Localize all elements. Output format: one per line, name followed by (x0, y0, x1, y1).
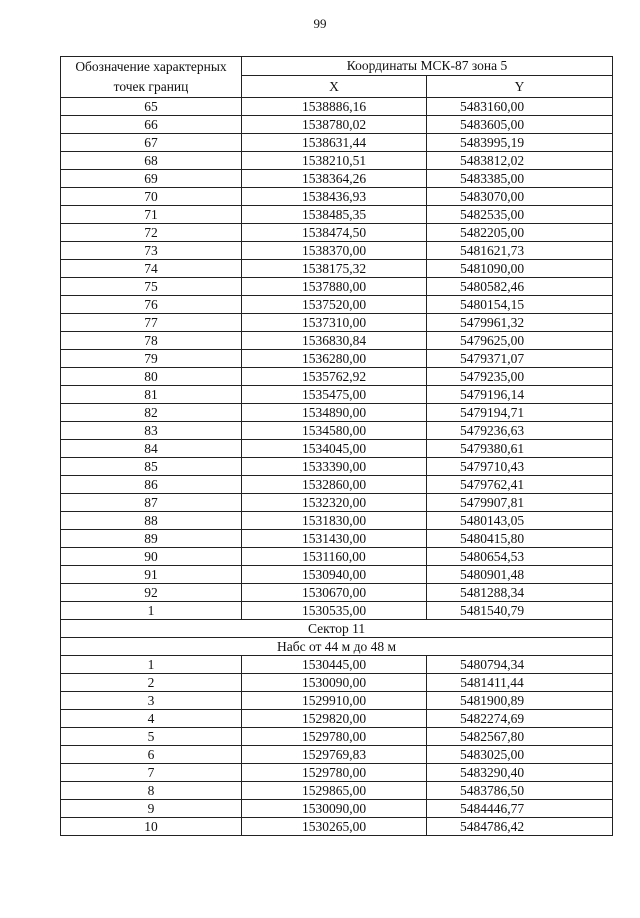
point-number-cell: 9 (61, 800, 242, 818)
x-coordinate-cell: 1534890,00 (242, 404, 427, 422)
height-range: Набс от 44 м до 48 м (61, 638, 613, 656)
rows-group-b (61, 656, 613, 836)
table-row (61, 296, 613, 314)
y-coordinate-cell: 5483995,19 (427, 134, 613, 152)
x-coordinate-cell: 1530090,00 (242, 800, 427, 818)
table-row (61, 692, 613, 710)
x-coordinate-cell: 1532320,00 (242, 494, 427, 512)
point-number-cell: 7 (61, 764, 242, 782)
y-coordinate-cell: 5482205,00 (427, 224, 613, 242)
y-coordinate-cell: 5479196,14 (427, 386, 613, 404)
y-coordinate-cell: 5479710,43 (427, 458, 613, 476)
table-row (61, 368, 613, 386)
y-coordinate-cell: 5479625,00 (427, 332, 613, 350)
y-coordinate-cell: 5481090,00 (427, 260, 613, 278)
y-coordinate-cell: 5483812,02 (427, 152, 613, 170)
table-row (61, 512, 613, 530)
table-row (61, 530, 613, 548)
point-number-cell: 85 (61, 458, 242, 476)
y-coordinate-cell: 5479961,32 (427, 314, 613, 332)
table-row (61, 782, 613, 800)
point-number-cell: 76 (61, 296, 242, 314)
point-number-cell: 68 (61, 152, 242, 170)
table-row (61, 116, 613, 134)
y-coordinate-cell: 5480582,46 (427, 278, 613, 296)
point-number-cell: 74 (61, 260, 242, 278)
table-row (61, 188, 613, 206)
point-number-cell: 66 (61, 116, 242, 134)
x-coordinate-cell: 1533390,00 (242, 458, 427, 476)
point-number-cell: 71 (61, 206, 242, 224)
y-coordinate-cell: 5480154,15 (427, 296, 613, 314)
y-coordinate-cell: 5479380,61 (427, 440, 613, 458)
table-row (61, 260, 613, 278)
x-coordinate-cell: 1536830,84 (242, 332, 427, 350)
point-number-cell: 73 (61, 242, 242, 260)
x-coordinate-cell: 1537520,00 (242, 296, 427, 314)
table-row (61, 386, 613, 404)
point-number-cell: 8 (61, 782, 242, 800)
x-coordinate-cell: 1535762,92 (242, 368, 427, 386)
point-number-cell: 72 (61, 224, 242, 242)
point-number-cell: 80 (61, 368, 242, 386)
x-coordinate-cell: 1538886,16 (242, 98, 427, 116)
point-number-cell: 90 (61, 548, 242, 566)
x-coordinate-cell: 1536280,00 (242, 350, 427, 368)
table-row (61, 548, 613, 566)
table-row (61, 602, 613, 620)
point-number-cell: 5 (61, 728, 242, 746)
point-number-cell: 75 (61, 278, 242, 296)
point-number-cell: 79 (61, 350, 242, 368)
point-number-cell: 2 (61, 674, 242, 692)
y-coordinate-cell: 5482567,80 (427, 728, 613, 746)
y-header: Y (427, 76, 613, 98)
y-coordinate-cell: 5479371,07 (427, 350, 613, 368)
x-coordinate-cell: 1530670,00 (242, 584, 427, 602)
point-number-cell: 69 (61, 170, 242, 188)
table-row (61, 170, 613, 188)
x-coordinate-cell: 1530445,00 (242, 656, 427, 674)
y-coordinate-cell: 5483160,00 (427, 98, 613, 116)
x-header: X (242, 76, 427, 98)
point-number-cell: 77 (61, 314, 242, 332)
point-number-cell: 6 (61, 746, 242, 764)
x-coordinate-cell: 1529780,00 (242, 728, 427, 746)
table-row (61, 134, 613, 152)
y-coordinate-cell: 5479907,81 (427, 494, 613, 512)
table-row (61, 476, 613, 494)
y-coordinate-cell: 5481288,34 (427, 584, 613, 602)
point-number-cell: 89 (61, 530, 242, 548)
y-coordinate-cell: 5483605,00 (427, 116, 613, 134)
y-coordinate-cell: 5480143,05 (427, 512, 613, 530)
y-coordinate-cell: 5483385,00 (427, 170, 613, 188)
x-coordinate-cell: 1530535,00 (242, 602, 427, 620)
y-coordinate-cell: 5480415,80 (427, 530, 613, 548)
x-coordinate-cell: 1532860,00 (242, 476, 427, 494)
table-row (61, 800, 613, 818)
y-coordinate-cell: 5484446,77 (427, 800, 613, 818)
table-row (61, 710, 613, 728)
y-coordinate-cell: 5483070,00 (427, 188, 613, 206)
table-row (61, 728, 613, 746)
point-number-cell: 81 (61, 386, 242, 404)
y-coordinate-cell: 5482274,69 (427, 710, 613, 728)
point-number-cell: 3 (61, 692, 242, 710)
table-row (61, 494, 613, 512)
y-coordinate-cell: 5480794,34 (427, 656, 613, 674)
coordinates-table (60, 56, 613, 836)
sector-row (61, 620, 613, 638)
x-coordinate-cell: 1529865,00 (242, 782, 427, 800)
point-number-cell: 67 (61, 134, 242, 152)
table-row (61, 422, 613, 440)
y-coordinate-cell: 5479194,71 (427, 404, 613, 422)
x-coordinate-cell: 1538210,51 (242, 152, 427, 170)
table-row (61, 674, 613, 692)
x-coordinate-cell: 1529910,00 (242, 692, 427, 710)
height-range-row (61, 638, 613, 656)
x-coordinate-cell: 1538364,26 (242, 170, 427, 188)
point-number-cell: 91 (61, 566, 242, 584)
table-row (61, 746, 613, 764)
point-number-cell: 82 (61, 404, 242, 422)
rows-group-a (61, 98, 613, 620)
point-number-cell: 1 (61, 656, 242, 674)
table-row (61, 458, 613, 476)
table-row (61, 98, 613, 116)
point-number-cell: 70 (61, 188, 242, 206)
x-coordinate-cell: 1538436,93 (242, 188, 427, 206)
x-coordinate-cell: 1529820,00 (242, 710, 427, 728)
table-row (61, 818, 613, 836)
coords-group-header: Координаты МСК-87 зона 5 (242, 57, 613, 76)
table-row (61, 242, 613, 260)
x-coordinate-cell: 1538474,50 (242, 224, 427, 242)
x-coordinate-cell: 1530265,00 (242, 818, 427, 836)
table-row (61, 584, 613, 602)
table-row (61, 152, 613, 170)
table-row (61, 764, 613, 782)
point-number-cell: 65 (61, 98, 242, 116)
point-number-cell: 78 (61, 332, 242, 350)
y-coordinate-cell: 5480654,53 (427, 548, 613, 566)
x-coordinate-cell: 1537310,00 (242, 314, 427, 332)
point-number-cell: 92 (61, 584, 242, 602)
x-coordinate-cell: 1529769,83 (242, 746, 427, 764)
y-coordinate-cell: 5483786,50 (427, 782, 613, 800)
y-coordinate-cell: 5480901,48 (427, 566, 613, 584)
sector-title: Сектор 11 (61, 620, 613, 638)
table-row (61, 332, 613, 350)
y-coordinate-cell: 5483025,00 (427, 746, 613, 764)
x-coordinate-cell: 1538631,44 (242, 134, 427, 152)
point-number-cell: 87 (61, 494, 242, 512)
table-row (61, 350, 613, 368)
x-coordinate-cell: 1537880,00 (242, 278, 427, 296)
table-row (61, 656, 613, 674)
table-row (61, 278, 613, 296)
x-coordinate-cell: 1535475,00 (242, 386, 427, 404)
x-coordinate-cell: 1531830,00 (242, 512, 427, 530)
y-coordinate-cell: 5479236,63 (427, 422, 613, 440)
point-number-cell: 4 (61, 710, 242, 728)
page-number: 99 (313, 16, 327, 31)
x-coordinate-cell: 1538485,35 (242, 206, 427, 224)
table-row (61, 314, 613, 332)
y-coordinate-cell: 5479235,00 (427, 368, 613, 386)
y-coordinate-cell: 5484786,42 (427, 818, 613, 836)
point-number-cell: 88 (61, 512, 242, 530)
table-row (61, 224, 613, 242)
x-coordinate-cell: 1531160,00 (242, 548, 427, 566)
x-coordinate-cell: 1538780,02 (242, 116, 427, 134)
point-number-cell: 1 (61, 602, 242, 620)
y-coordinate-cell: 5481411,44 (427, 674, 613, 692)
point-number-cell: 86 (61, 476, 242, 494)
point-label-header: Обозначение характерных точек границ (61, 57, 242, 98)
x-coordinate-cell: 1538175,32 (242, 260, 427, 278)
y-coordinate-cell: 5481621,73 (427, 242, 613, 260)
table-row (61, 404, 613, 422)
table-row (61, 440, 613, 458)
point-number-cell: 84 (61, 440, 242, 458)
y-coordinate-cell: 5481540,79 (427, 602, 613, 620)
x-coordinate-cell: 1530940,00 (242, 566, 427, 584)
table-row (61, 566, 613, 584)
y-coordinate-cell: 5481900,89 (427, 692, 613, 710)
y-coordinate-cell: 5479762,41 (427, 476, 613, 494)
x-coordinate-cell: 1534580,00 (242, 422, 427, 440)
point-number-cell: 10 (61, 818, 242, 836)
x-coordinate-cell: 1531430,00 (242, 530, 427, 548)
x-coordinate-cell: 1538370,00 (242, 242, 427, 260)
x-coordinate-cell: 1529780,00 (242, 764, 427, 782)
x-coordinate-cell: 1534045,00 (242, 440, 427, 458)
y-coordinate-cell: 5483290,40 (427, 764, 613, 782)
y-coordinate-cell: 5482535,00 (427, 206, 613, 224)
table-row (61, 206, 613, 224)
x-coordinate-cell: 1530090,00 (242, 674, 427, 692)
point-number-cell: 83 (61, 422, 242, 440)
